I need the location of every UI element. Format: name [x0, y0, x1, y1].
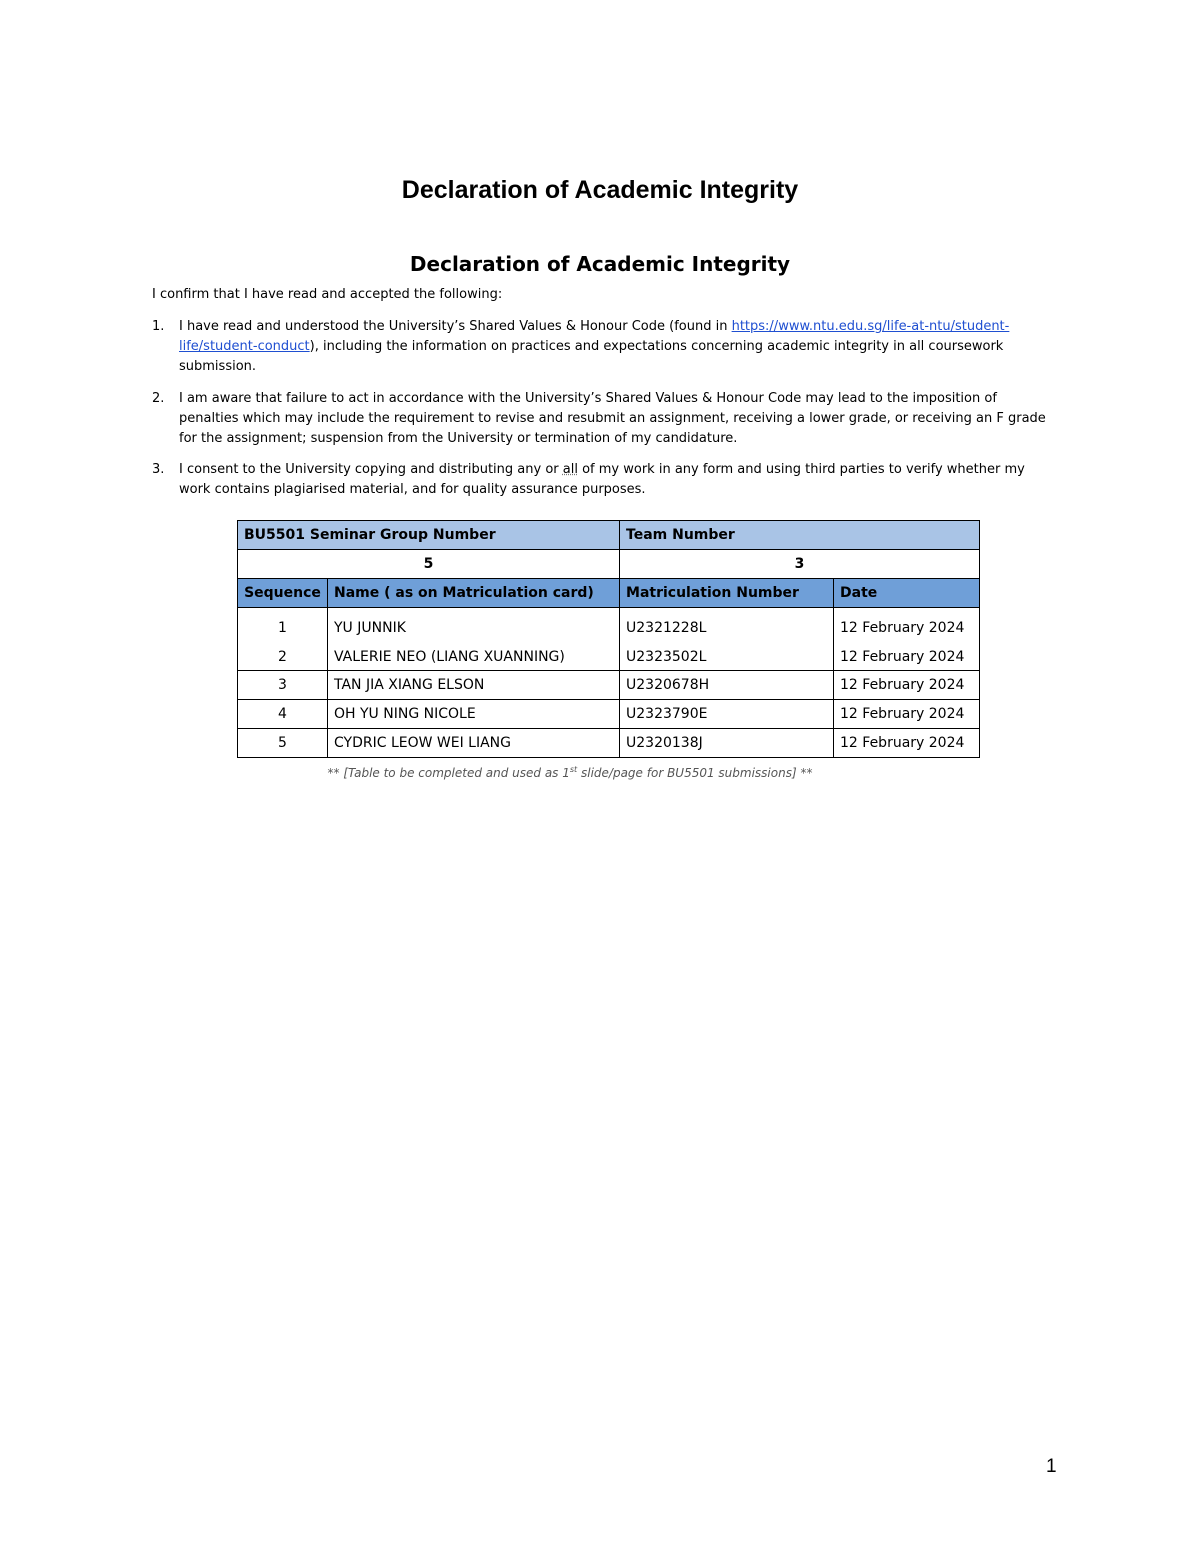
- item-3-text-before: I consent to the University copying and distributing any or: [179, 462, 563, 477]
- cell-date: 12 February 2024: [834, 608, 980, 645]
- table-row: [238, 671, 980, 700]
- item-1-text-before: I have read and understood the University’s Shared Values & Honour Code (found in: [179, 319, 732, 334]
- cell-date: 12 February 2024: [834, 671, 980, 700]
- header-matric: Matriculation Number: [620, 579, 834, 608]
- cell-matric: U2321228L: [620, 608, 834, 645]
- column-header-row: [238, 579, 980, 608]
- list-text: I am aware that failure to act in accordance with the University’s Shared Values & Honour Code may lead to the imposition of penalties which may include the requirement to revise and resubmit an assignment, receiving a lower grade, or receiving an F grade for the assignment; suspension from the University or termination of my candidature.: [179, 391, 1046, 446]
- team-label-cell: Team Number: [620, 521, 980, 550]
- list-number: 1.: [152, 319, 165, 334]
- main-title: Declaration of Academic Integrity: [401, 176, 799, 204]
- team-info-table: [237, 520, 980, 758]
- table-row: [238, 644, 980, 671]
- cell-matric: U2323502L: [620, 644, 834, 671]
- header-date: Date: [834, 579, 980, 608]
- footnote-prefix: ** [Table to be completed and used as 1: [327, 766, 570, 780]
- cell-date: 12 February 2024: [834, 700, 980, 729]
- cell-name: OH YU NING NICOLE: [328, 700, 620, 729]
- item-3-text-after: of my work in any form and using third parties to verify whether my work contains plagiarised material, and for quality assurance purposes.: [179, 462, 1025, 497]
- item-1-text-after: ), including the information on practices and expectations concerning academic integrity in all coursework submission.: [179, 339, 1004, 374]
- cell-matric: U2323790E: [620, 700, 834, 729]
- cell-sequence: 3: [238, 671, 328, 700]
- cell-name: YU JUNNIK: [328, 608, 620, 645]
- table-row: [238, 700, 980, 729]
- list-text: [179, 460, 1059, 500]
- cell-matric: U2320678H: [620, 671, 834, 700]
- group-value-cell: 5: [238, 550, 620, 579]
- cell-date: 12 February 2024: [834, 729, 980, 758]
- cell-sequence: 1: [238, 608, 328, 645]
- intro-text: I confirm that I have read and accepted the following:: [152, 287, 503, 302]
- cell-name: TAN JIA XIANG ELSON: [328, 671, 620, 700]
- table-footnote: [0, 765, 1170, 780]
- cell-date: 12 February 2024: [834, 644, 980, 671]
- table-row: [238, 729, 980, 758]
- team-value-cell: 3: [620, 550, 980, 579]
- list-number: 3.: [152, 462, 165, 477]
- list-number: 2.: [152, 391, 165, 406]
- item-3-underlined-word: all: [562, 462, 578, 477]
- group-label-cell: BU5501 Seminar Group Number: [238, 521, 620, 550]
- student-conduct-link[interactable]: https://www.ntu.edu.sg/life-at-ntu/student-life/student-conduct: [179, 319, 1010, 354]
- header-name: Name ( as on Matriculation card): [328, 579, 620, 608]
- footnote-superscript: st: [569, 765, 578, 774]
- header-sequence: Sequence: [238, 579, 328, 608]
- cell-sequence: 5: [238, 729, 328, 758]
- group-header-row: [238, 521, 980, 550]
- cell-sequence: 2: [238, 644, 328, 671]
- cell-name: VALERIE NEO (LIANG XUANNING): [328, 644, 620, 671]
- cell-matric: U2320138J: [620, 729, 834, 758]
- cell-sequence: 4: [238, 700, 328, 729]
- section-title: Declaration of Academic Integrity: [409, 252, 791, 276]
- list-text: [179, 317, 1059, 377]
- cell-name: CYDRIC LEOW WEI LIANG: [328, 729, 620, 758]
- page-number: 1: [1046, 1456, 1057, 1477]
- group-value-row: [238, 550, 980, 579]
- footnote-suffix: slide/page for BU5501 submissions] **: [577, 766, 813, 780]
- table-row: [238, 608, 980, 645]
